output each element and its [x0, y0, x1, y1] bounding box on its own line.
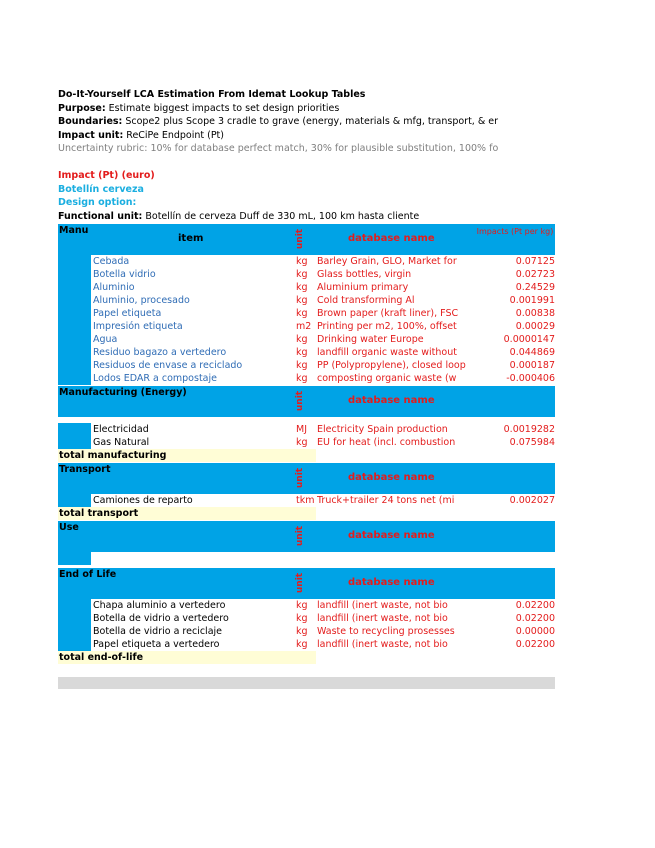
design-option-label: Design option: — [58, 197, 137, 208]
row-marker — [58, 638, 91, 651]
table-row[interactable] — [58, 268, 555, 281]
impact-value-cell[interactable]: 0.00838 — [515, 308, 555, 319]
unit-cell[interactable]: tkm — [296, 495, 315, 506]
transport-header — [58, 463, 555, 494]
impact-value-cell[interactable]: 0.02200 — [515, 600, 555, 611]
unit-cell[interactable]: kg — [296, 600, 308, 611]
row-marker — [58, 268, 91, 281]
impact-unit-label: Impact unit: — [58, 129, 124, 141]
impact-value-cell[interactable]: 0.075984 — [509, 437, 555, 448]
table-row[interactable] — [58, 436, 555, 449]
boundaries-line — [58, 115, 555, 129]
impact-value-cell[interactable]: 0.24529 — [515, 282, 555, 293]
purpose-label: Purpose: — [58, 102, 106, 114]
database-cell[interactable]: EU for heat (incl. combustion — [317, 437, 456, 448]
item-cell[interactable]: Papel etiqueta — [93, 308, 162, 319]
row-marker — [58, 423, 91, 436]
unit-cell[interactable]: kg — [296, 613, 308, 624]
impact-value-cell[interactable]: 0.002027 — [509, 495, 555, 506]
impact-value-cell[interactable]: 0.0019282 — [503, 424, 555, 435]
database-cell[interactable]: Aluminium primary — [317, 282, 409, 293]
manufacturing-total — [58, 449, 555, 462]
database-cell[interactable]: Printing per m2, 100%, offset — [317, 321, 457, 332]
manufacturing-header — [58, 386, 555, 417]
use-empty-row[interactable] — [58, 552, 555, 565]
impact-value-cell[interactable]: 0.001991 — [509, 295, 555, 306]
item-cell[interactable]: Agua — [93, 334, 118, 345]
table-row[interactable] — [58, 372, 555, 385]
database-column-header: database name — [348, 530, 435, 541]
unit-cell[interactable]: kg — [296, 373, 308, 384]
transport-total — [58, 507, 555, 520]
database-cell[interactable]: Glass bottles, virgin — [317, 269, 412, 280]
database-cell[interactable]: Truck+trailer 24 tons net (mi — [317, 495, 455, 506]
table-row[interactable] — [58, 494, 555, 507]
table-row[interactable] — [58, 423, 555, 436]
row-marker — [58, 494, 91, 507]
impact-value-cell[interactable]: 0.07125 — [515, 256, 555, 267]
row-marker — [58, 346, 91, 359]
item-cell[interactable]: Electricidad — [93, 424, 149, 435]
database-cell[interactable]: landfill organic waste without — [317, 347, 457, 358]
row-marker — [58, 625, 91, 638]
impact-value-cell[interactable]: 0.02723 — [515, 269, 555, 280]
end-of-life-section-title: End of Life — [59, 569, 117, 580]
database-cell[interactable]: Electricity Spain production — [317, 424, 448, 435]
unit-column-header: unit — [295, 228, 306, 250]
table-row[interactable] — [58, 638, 555, 651]
table-row[interactable] — [58, 346, 555, 359]
materials-section-title: Manu — [59, 225, 89, 236]
unit-cell[interactable]: kg — [296, 308, 308, 319]
database-cell[interactable]: PP (Polypropylene), closed loop — [317, 360, 466, 371]
item-cell[interactable]: Aluminio — [93, 282, 135, 293]
end-of-life-rows — [58, 599, 555, 651]
manufacturing-section-title: Manufacturing (Energy) — [59, 387, 187, 398]
item-cell[interactable]: Botella de vidrio a reciclaje — [93, 626, 222, 637]
database-column-header: database name — [348, 395, 435, 406]
row-marker — [58, 372, 91, 385]
table-row[interactable] — [58, 294, 555, 307]
materials-rows — [58, 255, 555, 385]
unit-column-header: unit — [295, 390, 306, 412]
purpose-line — [58, 102, 555, 116]
row-marker — [58, 359, 91, 372]
functional-unit-text[interactable]: Botellín de cerveza Duff de 330 mL, 100 km hasta cliente — [142, 210, 420, 222]
item-cell[interactable]: Residuos de envase a reciclado — [93, 360, 243, 371]
database-cell[interactable]: Brown paper (kraft liner), FSC — [317, 308, 459, 319]
end-of-life-total — [58, 651, 555, 664]
impact-value-cell[interactable]: 0.00000 — [515, 626, 555, 637]
use-section-title: Use — [59, 522, 79, 533]
database-column-header: database name — [348, 472, 435, 483]
unit-cell[interactable]: kg — [296, 639, 308, 650]
item-cell[interactable]: Chapa aluminio a vertedero — [93, 600, 226, 611]
unit-cell[interactable]: kg — [296, 269, 308, 280]
impact-value-cell[interactable]: 0.02200 — [515, 639, 555, 650]
sheet-title: Do-It-Yourself LCA Estimation From Idemat Lookup Tables — [58, 89, 366, 100]
impact-value-cell[interactable]: 0.0000147 — [503, 334, 555, 345]
table-row[interactable] — [58, 625, 555, 638]
table-row[interactable] — [58, 307, 555, 320]
item-cell[interactable]: Gas Natural — [93, 437, 150, 448]
row-marker — [58, 255, 91, 268]
lca-sheet — [58, 88, 555, 664]
boundaries-text: Scope2 plus Scope 3 cradle to grave (energy, materials & mfg, transport, & er — [122, 116, 499, 127]
row-marker — [58, 320, 91, 333]
database-cell[interactable]: Cold transforming Al — [317, 295, 415, 306]
row-marker — [58, 436, 91, 449]
table-row[interactable] — [58, 612, 555, 625]
row-marker — [58, 281, 91, 294]
database-cell[interactable]: Drinking water Europe — [317, 334, 424, 345]
item-cell[interactable]: Botella vidrio — [93, 269, 156, 280]
unit-cell[interactable]: kg — [296, 360, 308, 371]
item-cell[interactable]: Aluminio, procesado — [93, 295, 190, 306]
database-cell[interactable]: composting organic waste (w — [317, 373, 457, 384]
row-marker — [58, 294, 91, 307]
end-of-life-header — [58, 568, 555, 599]
product-name[interactable]: Botellín cerveza — [58, 183, 144, 195]
item-cell[interactable]: Camiones de reparto — [93, 495, 193, 506]
row-marker — [58, 333, 91, 346]
item-cell[interactable]: Lodos EDAR a compostaje — [93, 373, 217, 384]
item-cell[interactable]: Papel etiqueta a vertedero — [93, 639, 220, 650]
unit-cell[interactable]: MJ — [296, 424, 307, 435]
transport-section-title: Transport — [59, 464, 111, 475]
database-column-header: database name — [348, 233, 435, 244]
unit-column-header: unit — [295, 467, 306, 489]
table-row[interactable] — [58, 599, 555, 612]
unit-column-header: unit — [295, 525, 306, 547]
table-row[interactable] — [58, 359, 555, 372]
impact-unit-text: ReCiPe Endpoint (Pt) — [123, 129, 224, 141]
end-of-life-total-label: total end-of-life — [58, 651, 316, 664]
item-cell[interactable]: Impresión etiqueta — [93, 321, 183, 332]
item-cell[interactable]: Cebada — [93, 256, 130, 267]
database-column-header: database name — [348, 577, 435, 588]
database-cell[interactable]: landfill (inert waste, not bio — [317, 600, 448, 611]
impact-value-cell[interactable]: -0.000406 — [506, 373, 555, 384]
unit-column-header: unit — [295, 572, 306, 594]
row-marker — [58, 612, 91, 625]
row-marker — [58, 599, 91, 612]
functional-unit-line — [58, 210, 555, 224]
table-row[interactable] — [58, 333, 555, 346]
impact-value-cell[interactable]: 0.000187 — [509, 360, 555, 371]
database-cell[interactable]: landfill (inert waste, not bio — [317, 639, 448, 650]
item-cell[interactable]: Botella de vidrio a vertedero — [93, 613, 229, 624]
transport-total-label: total transport — [58, 507, 316, 520]
impact-value-cell[interactable]: 0.044869 — [509, 347, 555, 358]
unit-cell[interactable]: kg — [296, 437, 308, 448]
table-row[interactable] — [58, 281, 555, 294]
unit-cell[interactable]: kg — [296, 347, 308, 358]
impact-line: Impact (Pt) (euro) — [58, 170, 155, 181]
purpose-text: Estimate biggest impacts to set design priorities — [105, 102, 340, 114]
impacts-column-header: Impacts (Pt per kg) — [476, 227, 554, 236]
unit-cell[interactable]: kg — [296, 256, 308, 267]
manufacturing-rows — [58, 423, 555, 449]
manufacturing-total-label: total manufacturing — [58, 449, 316, 462]
impact-value-cell[interactable]: 0.00029 — [515, 321, 555, 332]
use-header — [58, 521, 555, 552]
database-cell[interactable]: Barley Grain, GLO, Market for — [317, 256, 457, 267]
database-cell[interactable]: Waste to recycling prosesses — [317, 626, 455, 637]
functional-unit-label: Functional unit: — [58, 210, 143, 222]
row-marker — [58, 307, 91, 320]
item-cell[interactable]: Residuo bagazo a vertedero — [93, 347, 227, 358]
unit-cell[interactable]: m2 — [296, 321, 312, 332]
item-column-header: item — [178, 233, 204, 244]
impact-value-cell[interactable]: 0.02200 — [515, 613, 555, 624]
unit-cell[interactable]: kg — [296, 282, 308, 293]
boundaries-label: Boundaries: — [58, 116, 123, 127]
table-row[interactable] — [58, 320, 555, 333]
uncertainty-rubric: Uncertainty rubric: 10% for database perfect match, 30% for plausible substitution, 100% fo — [58, 143, 499, 154]
unit-cell[interactable]: kg — [296, 334, 308, 345]
unit-cell[interactable]: kg — [296, 295, 308, 306]
impact-unit-line — [58, 129, 555, 143]
table-row[interactable] — [58, 255, 555, 268]
transport-rows — [58, 494, 555, 507]
footer-grey-bar — [58, 677, 555, 689]
unit-cell[interactable]: kg — [296, 626, 308, 637]
materials-header — [58, 224, 555, 255]
database-cell[interactable]: landfill (inert waste, not bio — [317, 613, 448, 624]
